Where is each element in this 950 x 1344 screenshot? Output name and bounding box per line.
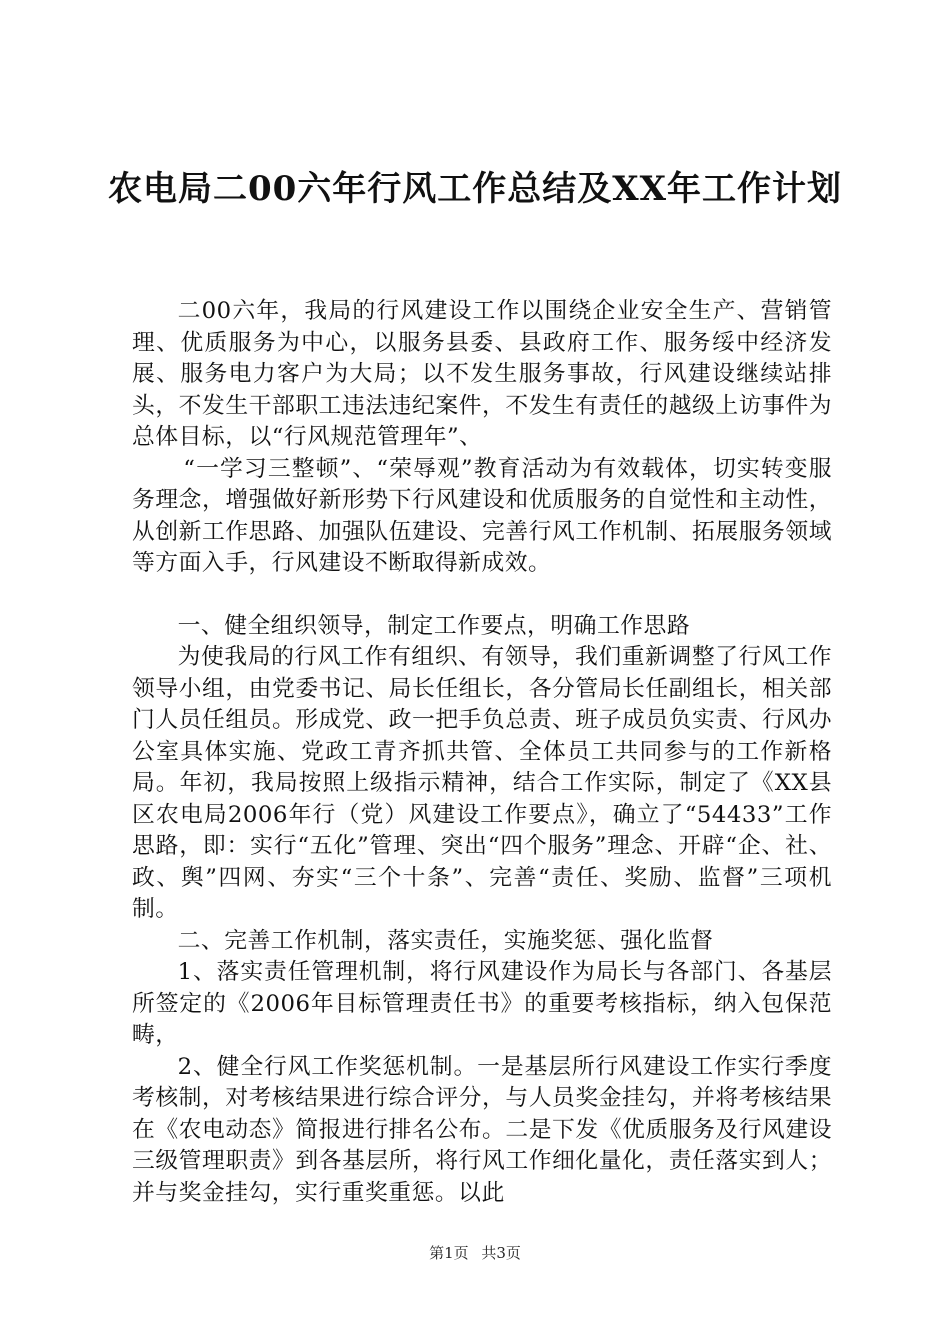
page-number: 第1页	[429, 1244, 469, 1262]
document-title: 农电局二00六年行风工作总结及XX年工作计划	[107, 169, 843, 209]
page-total: 共3页	[481, 1244, 521, 1262]
section-heading-1: 一、健全组织领导，制定工作要点，明确工作思路	[177, 612, 691, 639]
paragraph-item-1: 1、落实责任管理机制，将行风建设作为局长与各部门、各基层所签定的《2006年目标管理责任书》的重要考核指标，纳入包保范畴，	[132, 959, 832, 1048]
paragraph-item-2: 2、健全行风工作奖惩机制。一是基层所行风建设工作实行季度考核制，对考核结果进行综合评分，与人员奖金挂勾，并将考核结果在《农电动态》简报进行排名公布。二是下发《优质服务及行风建设三级管理职责》到各基层所，将行风工作细化量化，责任落实到人；并与奖金挂勾，实行重奖重惩。以此	[132, 1053, 832, 1206]
paragraph-intro: 二00六年，我局的行风建设工作以围绕企业安全生产、营销管理、优质服务为中心，以服务县委、县政府工作、服务绥中经济发展、服务电力客户为大局；以不发生服务事故，行风建设继续站排头，不发生干部职工违法违纪案件，不发生有责任的越级上访事件为总体目标，以“行风规范管理年”、	[132, 298, 832, 450]
page-footer	[0, 1242, 950, 1263]
paragraph-intro-continued: “一学习三整顿”、“荣辱观”教育活动为有效载体，切实转变服务理念，增强做好新形势下行风建设和优质服务的自觉性和主动性，从创新工作思路、加强队伍建设、完善行风工作机制、拓展服务领域等方面入手，行风建设不断取得新成效。	[132, 455, 832, 576]
document-body	[132, 296, 832, 1209]
paragraph-section-1: 为使我局的行风工作有组织、有领导，我们重新调整了行风工作领导小组，由党委书记、局长任组长，各分管局长任副组长，相关部门人员任组员。形成党、政一把手负总责、班子成员负实责、行风办公室具体实施、党政工青齐抓共管、全体员工共同参与的工作新格局。年初，我局按照上级指示精神，结合工作实际，制定了《XX县区农电局2006年行（党）风建设工作要点》，确立了“54433”工作思路，即：实行“五化”管理、突出“四个服务”理念、开辟“企、社、政、舆”四网、夯实“三个十条”、完善“责任、奖励、监督”三项机制。	[132, 644, 832, 922]
section-heading-2: 二、完善工作机制，落实责任，实施奖惩、强化监督	[177, 927, 714, 954]
